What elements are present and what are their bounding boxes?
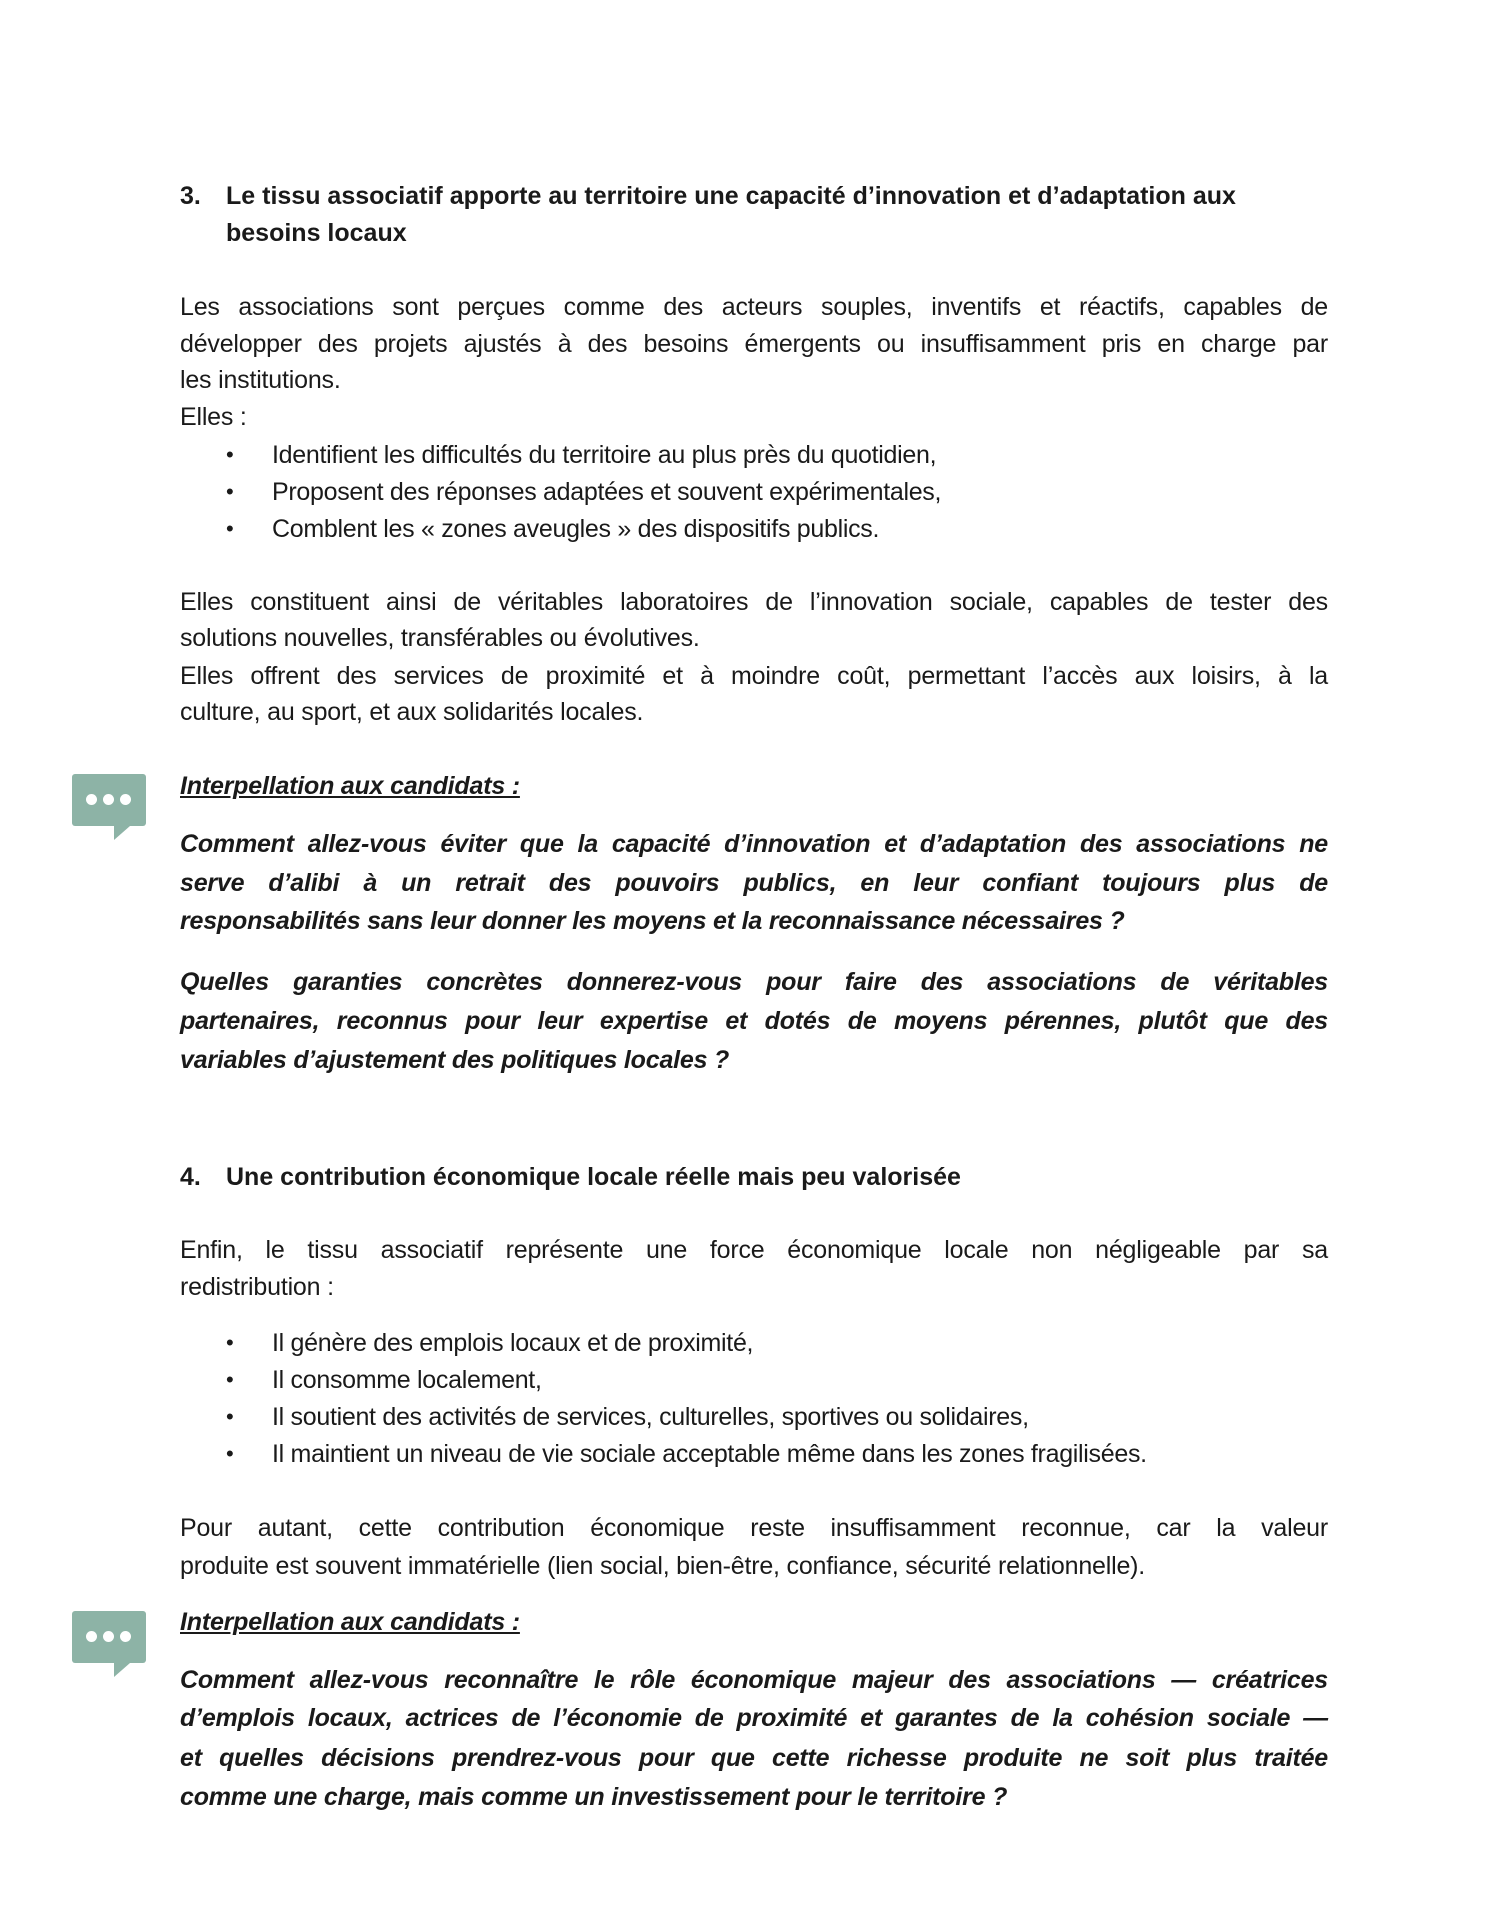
question-line: Comment allez-vous reconnaître le rôle économique majeur des associations — créatrices xyxy=(180,1666,1328,1694)
bullet-icon: • xyxy=(226,1330,234,1355)
question-line: Comment allez-vous éviter que la capacité d’innovation et d’adaptation des associations ne xyxy=(180,830,1328,858)
bullet-icon: • xyxy=(226,479,234,504)
interpellation-label: Interpellation aux candidats : xyxy=(180,1608,520,1636)
question-line: partenaires, reconnus pour leur expertise et dotés de moyens pérennes, plutôt que des xyxy=(180,1007,1328,1035)
list-item: Il soutient des activités de services, culturelles, sportives ou solidaires, xyxy=(272,1403,1029,1431)
section-3-title-line-1: Le tissu associatif apporte au territoire une capacité d’innovation et d’adaptation aux xyxy=(226,182,1236,210)
paragraph-line: Elles constituent ainsi de véritables laboratoires de l’innovation sociale, capables de tester des xyxy=(180,588,1328,616)
paragraph-line: les institutions. xyxy=(180,366,341,394)
bullet-icon: • xyxy=(226,1404,234,1429)
paragraph-line: culture, au sport, et aux solidarités locales. xyxy=(180,698,644,726)
list-item: Comblent les « zones aveugles » des dispositifs publics. xyxy=(272,515,880,543)
paragraph-line: Elles offrent des services de proximité et à moindre coût, permettant l’accès aux loisirs, à la xyxy=(180,662,1328,690)
question-line: responsabilités sans leur donner les moyens et la reconnaissance nécessaires ? xyxy=(180,907,1125,935)
question-line: et quelles décisions prendrez-vous pour que cette richesse produite ne soit plus traitée xyxy=(180,1744,1328,1772)
section-4-number: 4. xyxy=(180,1163,201,1191)
paragraph-line: développer des projets ajustés à des besoins émergents ou insuffisamment pris en charge par xyxy=(180,330,1328,358)
section-4-title: Une contribution économique locale réelle mais peu valorisée xyxy=(226,1163,961,1191)
list-item: Identifient les difficultés du territoire au plus près du quotidien, xyxy=(272,441,937,469)
paragraph-line: solutions nouvelles, transférables ou évolutives. xyxy=(180,624,700,652)
question-line: Quelles garanties concrètes donnerez-vous pour faire des associations de véritables xyxy=(180,968,1328,996)
question-line: variables d’ajustement des politiques locales ? xyxy=(180,1046,730,1074)
speech-bubble-icon xyxy=(72,1611,146,1663)
list-item: Proposent des réponses adaptées et souvent expérimentales, xyxy=(272,478,942,506)
bullet-icon: • xyxy=(226,1367,234,1392)
paragraph-line: Pour autant, cette contribution économique reste insuffisamment reconnue, car la valeur xyxy=(180,1514,1328,1542)
paragraph-line: redistribution : xyxy=(180,1273,334,1301)
paragraph-line: produite est souvent immatérielle (lien social, bien-être, confiance, sécurité relationnelle). xyxy=(180,1552,1146,1580)
paragraph-line: Les associations sont perçues comme des acteurs souples, inventifs et réactifs, capables de xyxy=(180,293,1328,321)
question-line: serve d’alibi à un retrait des pouvoirs publics, en leur confiant toujours plus de xyxy=(180,869,1328,897)
question-line: d’emplois locaux, actrices de l’économie de proximité et garantes de la cohésion sociale — xyxy=(180,1704,1328,1732)
list-item: Il consomme localement, xyxy=(272,1366,542,1394)
bullet-icon: • xyxy=(226,1441,234,1466)
section-3-title-line-2: besoins locaux xyxy=(226,219,407,247)
bullet-icon: • xyxy=(226,516,234,541)
speech-bubble-icon xyxy=(72,774,146,826)
section-3-number: 3. xyxy=(180,182,201,210)
list-item: Il génère des emplois locaux et de proximité, xyxy=(272,1329,754,1357)
paragraph-line: Enfin, le tissu associatif représente une force économique locale non négligeable par sa xyxy=(180,1236,1328,1264)
question-line: comme une charge, mais comme un investissement pour le territoire ? xyxy=(180,1783,1008,1811)
interpellation-label: Interpellation aux candidats : xyxy=(180,772,520,800)
bullet-icon: • xyxy=(226,442,234,467)
list-intro: Elles : xyxy=(180,403,247,431)
list-item: Il maintient un niveau de vie sociale acceptable même dans les zones fragilisées. xyxy=(272,1440,1147,1468)
